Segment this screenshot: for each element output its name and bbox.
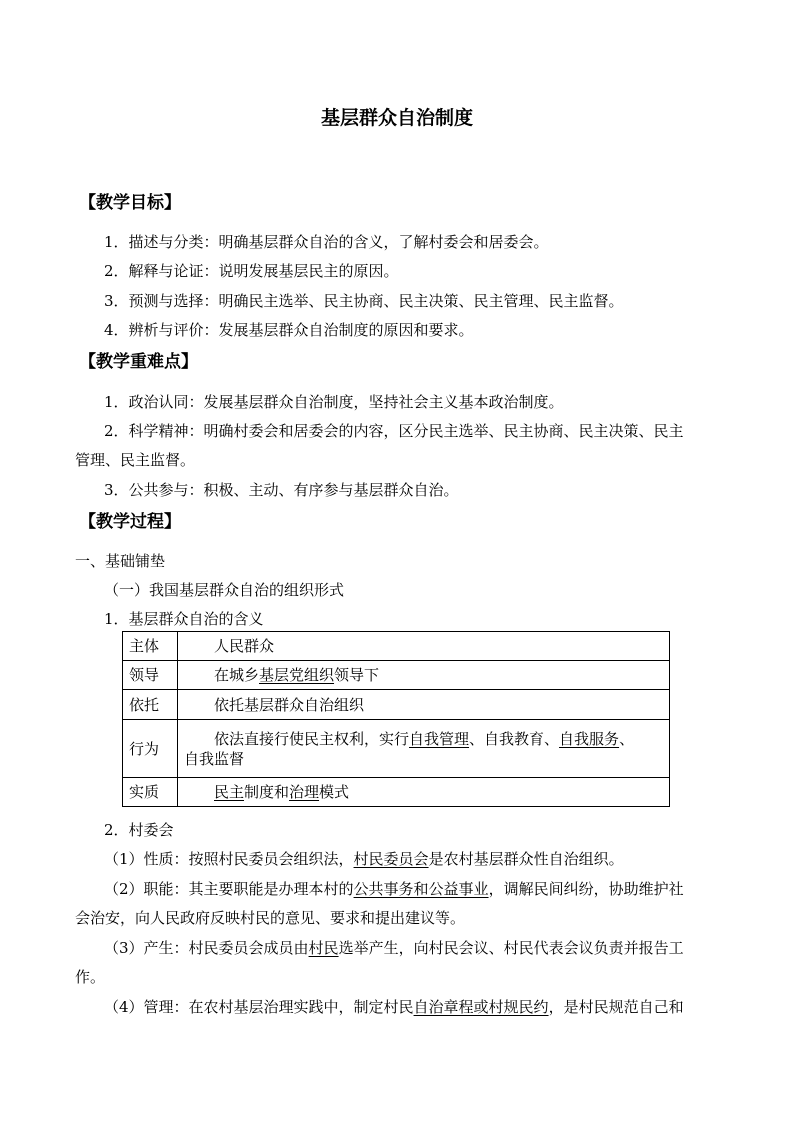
key-point-2-line2: 管理、民主监督。 [75, 451, 196, 469]
point-heading-2: 2．村委会 [104, 821, 174, 839]
key-point-3: 3．公共参与：积极、主动、有序参与基层群众自治。 [104, 481, 459, 499]
goal-item-4: 4．辨析与评价：发展基层群众自治制度的原因和要求。 [104, 321, 474, 339]
paragraph-origin-line1: （3）产生：村民委员会成员由村民选举产生，向村民会议、村民代表会议负责并报告工 [104, 939, 684, 957]
paragraph-origin-line2: 作。 [75, 968, 106, 986]
goal-item-1: 1．描述与分类：明确基层群众自治的含义，了解村委会和居委会。 [104, 233, 549, 251]
paragraph-duty-line2: 会治安，向人民政府反映村民的意见、要求和提出建议等。 [75, 909, 466, 927]
table-key: 主体 [123, 632, 178, 661]
table-row [123, 778, 670, 807]
table-value: 人民群众 [178, 632, 670, 661]
goal-item-3: 3．预测与选择：明确民主选举、民主协商、民主决策、民主管理、民主监督。 [104, 292, 624, 310]
table-key: 领导 [123, 661, 178, 690]
section-heading-goals: 【教学目标】 [79, 193, 181, 213]
table-value: 依法直接行使民主权利，实行自我管理、自我教育、自我服务、 自我监督 [178, 720, 670, 778]
paragraph-duty-line1: （2）职能：其主要职能是办理本村的公共事务和公益事业，调解民间纠纷，协助维护社 [104, 880, 684, 898]
table-row [123, 720, 670, 778]
section-heading-key-points: 【教学重难点】 [79, 352, 198, 372]
key-point-1: 1．政治认同：发展基层群众自治制度，坚持社会主义基本政治制度。 [104, 393, 564, 411]
key-point-2-line1: 2．科学精神：明确村委会和居委会的内容，区分民主选举、民主协商、民主决策、民主 [104, 422, 684, 440]
page-title: 基层群众自治制度 [320, 107, 473, 129]
table-value: 在城乡基层党组织领导下 [178, 661, 670, 690]
table-row [123, 632, 670, 661]
table-row [123, 690, 670, 720]
table-value: 民主制度和治理模式 [178, 778, 670, 807]
point-heading-1: 1．基层群众自治的含义 [104, 610, 264, 628]
paragraph-manage: （4）管理：在农村基层治理实践中，制定村民自治章程或村规民约，是村民规范自己和 [104, 998, 684, 1016]
paragraph-nature: （1）性质：按照村民委员会组织法，村民委员会是农村基层群众性自治组织。 [104, 850, 624, 868]
table-value: 依托基层群众自治组织 [178, 690, 670, 720]
definition-table [122, 631, 670, 807]
section-heading-process: 【教学过程】 [79, 512, 181, 532]
table-key: 行为 [123, 720, 178, 778]
table-row [123, 661, 670, 690]
table-key: 依托 [123, 690, 178, 720]
goal-item-2: 2．解释与论证：说明发展基层民主的原因。 [104, 262, 399, 280]
table-key: 实质 [123, 778, 178, 807]
sub-heading-1: （一）我国基层群众自治的组织形式 [104, 581, 345, 599]
part-heading-1: 一、基础铺垫 [75, 552, 166, 570]
